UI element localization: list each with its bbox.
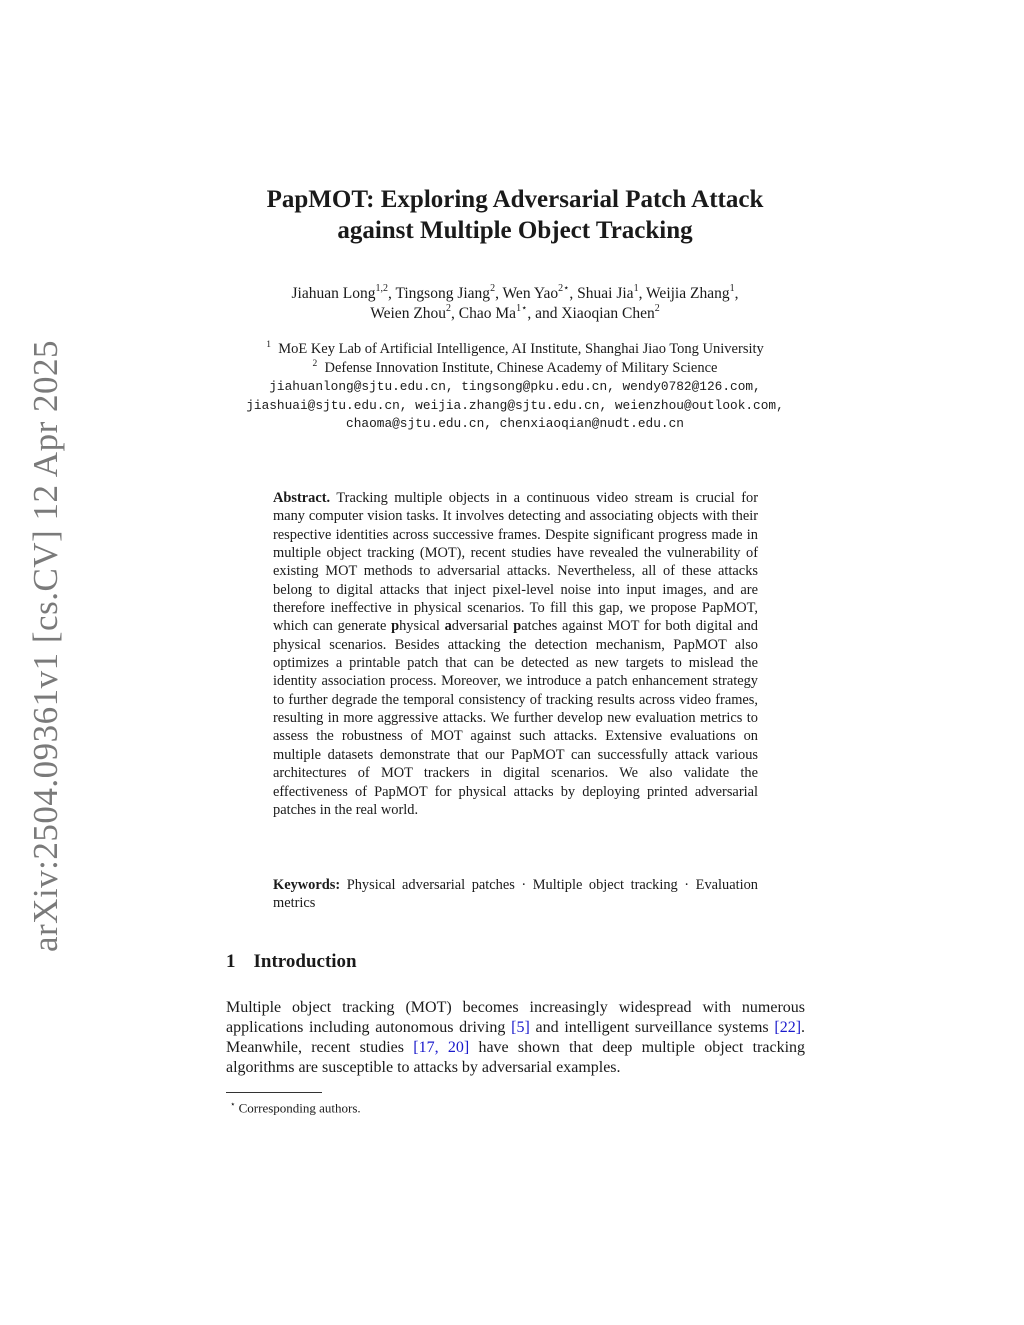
affiliation-2: $^2$ Defense Innovation Institute, Chinese Academy of Military Science <box>312 358 718 376</box>
author-affiliation-mark: 2 <box>654 302 660 314</box>
footnote-divider <box>226 1092 322 1093</box>
author-name: Jiahuan Long <box>291 285 376 302</box>
abstract: Abstract. Tracking multiple objects in a continuous video stream is crucial for many computer vision tasks. It involves detecting and associating objects with their respective identities across successive frames. Despite significant progress made in multiple object tracking (MOT), recent studies have revealed the vulnerability of existing MOT methods to adversarial attacks. Nevertheless, all of these attacks belong to digital attacks that inject pixel-level noise into input images, and are therefore ineffective in physical scenarios. To fill this gap, we propose PapMOT, which can generate physical adversarial patches against MOT for both digital and physical scenarios. Besides attacking the detection mechanism, PapMOT also optimizes a printable patch that can be detected as new targets to mislead the identity association process. Moreover, we introduce a patch enhancement strategy to further degrade the temporal consistency of tracking results across video frames, resulting in more aggressive attacks. We further develop new evaluation metrics to assess the robustness of MOT against such attacks. Extensive evaluations on multiple datasets demonstrate that our PapMOT can successfully attack various architectures of MOT trackers in digital scenarios. We also validate the effectiveness of PapMOT for physical attacks by deploying printed adversarial patches in the real world. <box>273 490 758 818</box>
author-name: Chao Ma <box>458 305 517 322</box>
author-affiliation-mark: 1,2 <box>375 282 388 294</box>
section-number: 1 <box>226 951 236 972</box>
keywords-label: Keywords: <box>273 877 341 893</box>
arxiv-identifier-text: arXiv:2504.09361v1 [cs.CV] 12 Apr 2025 <box>26 339 66 953</box>
email-line: chaoma@sjtu.edu.cn, chenxiaoqian@nudt.edu.cn <box>346 416 684 431</box>
email-line: jiahuanlong@sjtu.edu.cn, tingsong@pku.edu.cn, wendy0782@126.com, <box>269 379 761 394</box>
section-title: Introduction <box>253 951 357 972</box>
author-line-1: Jiahuan Long$^{1,2}$, Tingsong Jiang$^2$, Wen Yao$^{2⋆}$, Shuai Jia$^1$, Weijia Zhang$^1$, <box>291 282 739 302</box>
author-affiliation-mark: 1⋆ <box>516 302 528 314</box>
keywords-text: Physical adversarial patches · Multiple object tracking · Evaluation metrics <box>273 877 758 912</box>
email-list <box>150 378 880 434</box>
paper-title-line-1: PapMOT: Exploring Adversarial Patch Attack <box>266 186 764 213</box>
author-name: Wen Yao <box>502 285 559 302</box>
arxiv-identifier-stamp <box>14 339 78 953</box>
author-affiliation-mark: 2 <box>446 302 452 314</box>
author-name: Weien Zhou <box>370 305 447 322</box>
author-affiliation-mark: 2 <box>490 282 496 294</box>
citation-link[interactable]: [5] <box>511 1019 530 1036</box>
citation-link[interactable]: [22] <box>774 1019 802 1036</box>
section-heading <box>226 951 357 973</box>
keywords <box>273 876 758 913</box>
abstract-label: Abstract. <box>273 490 331 506</box>
citation-link[interactable]: [17, 20] <box>413 1039 470 1056</box>
author-affiliation-mark: 1 <box>633 282 639 294</box>
footnote-text: Corresponding authors. <box>238 1100 361 1116</box>
author-name: Xiaoqian Chen <box>561 305 655 322</box>
author-affiliation-mark: 1 <box>729 282 735 294</box>
abstract-text-continued: atches against MOT for both digital and physical scenarios. Besides attacking the detection mechanism, PapMOT also optimizes a printable patch that can be detected as new targets to mislead the identity association process. Moreover, we introduce a patch enhancement strategy to further degrade the temporal consistency of tracking results across video frames, resulting in more aggressive attacks. We further develop new evaluation metrics to assess the robustness of MOT against such attacks. Extensive evaluations on multiple datasets demonstrate that our PapMOT can successfully attack various architectures of MOT trackers in digital scenarios. We also validate the effectiveness of PapMOT for physical attacks by deploying printed adversarial patches in the real world. <box>273 618 758 818</box>
author-name: Tingsong Jiang <box>395 285 491 302</box>
footnote <box>230 1096 361 1116</box>
abstract-text: Tracking multiple objects in a continuous video stream is crucial for many computer vision tasks. It involves detecting and associating objects with their respective identities across successive frames. Despite significant progress made in multiple object tracking (MOT), recent studies have revealed the vulnerability of existing MOT methods to adversarial attacks. Nevertheless, all of these attacks belong to digital attacks that inject pixel-level noise into input images, and are therefore ineffective in physical scenarios. To fill this gap, we propose PapMOT, which can generate <box>273 490 758 635</box>
affiliation-1: $^1$ MoE Key Lab of Artificial Intelligence, AI Institute, Shanghai Jiao Tong University <box>266 340 764 357</box>
paper-title <box>150 184 880 246</box>
author-affiliation-mark: 2⋆ <box>558 282 570 294</box>
introduction-paragraph: Multiple object tracking (MOT) becomes increasingly widespread with numerous applications including autonomous driving [5] and intelligent surveillance systems [22]. Meanwhile, recent studies [17, 20] have shown that deep multiple object tracking algorithms are susceptible to attacks by adversarial examples. <box>226 999 806 1076</box>
email-line: jiashuai@sjtu.edu.cn, weijia.zhang@sjtu.edu.cn, weienzhou@outlook.com, <box>246 397 784 413</box>
author-line-2: Weien Zhou$^2$, Chao $Ma^{1⋆}$, and Xiaoqian Chen$^2$ <box>370 302 660 322</box>
affiliation-list <box>150 340 880 377</box>
paper-title-line-2: against Multiple Object Tracking <box>337 217 693 244</box>
author-name: Shuai Jia <box>577 285 634 302</box>
author-name: Weijia Zhang <box>646 285 730 302</box>
footnote-mark: ⋆ <box>230 1099 236 1109</box>
author-list <box>150 284 880 324</box>
